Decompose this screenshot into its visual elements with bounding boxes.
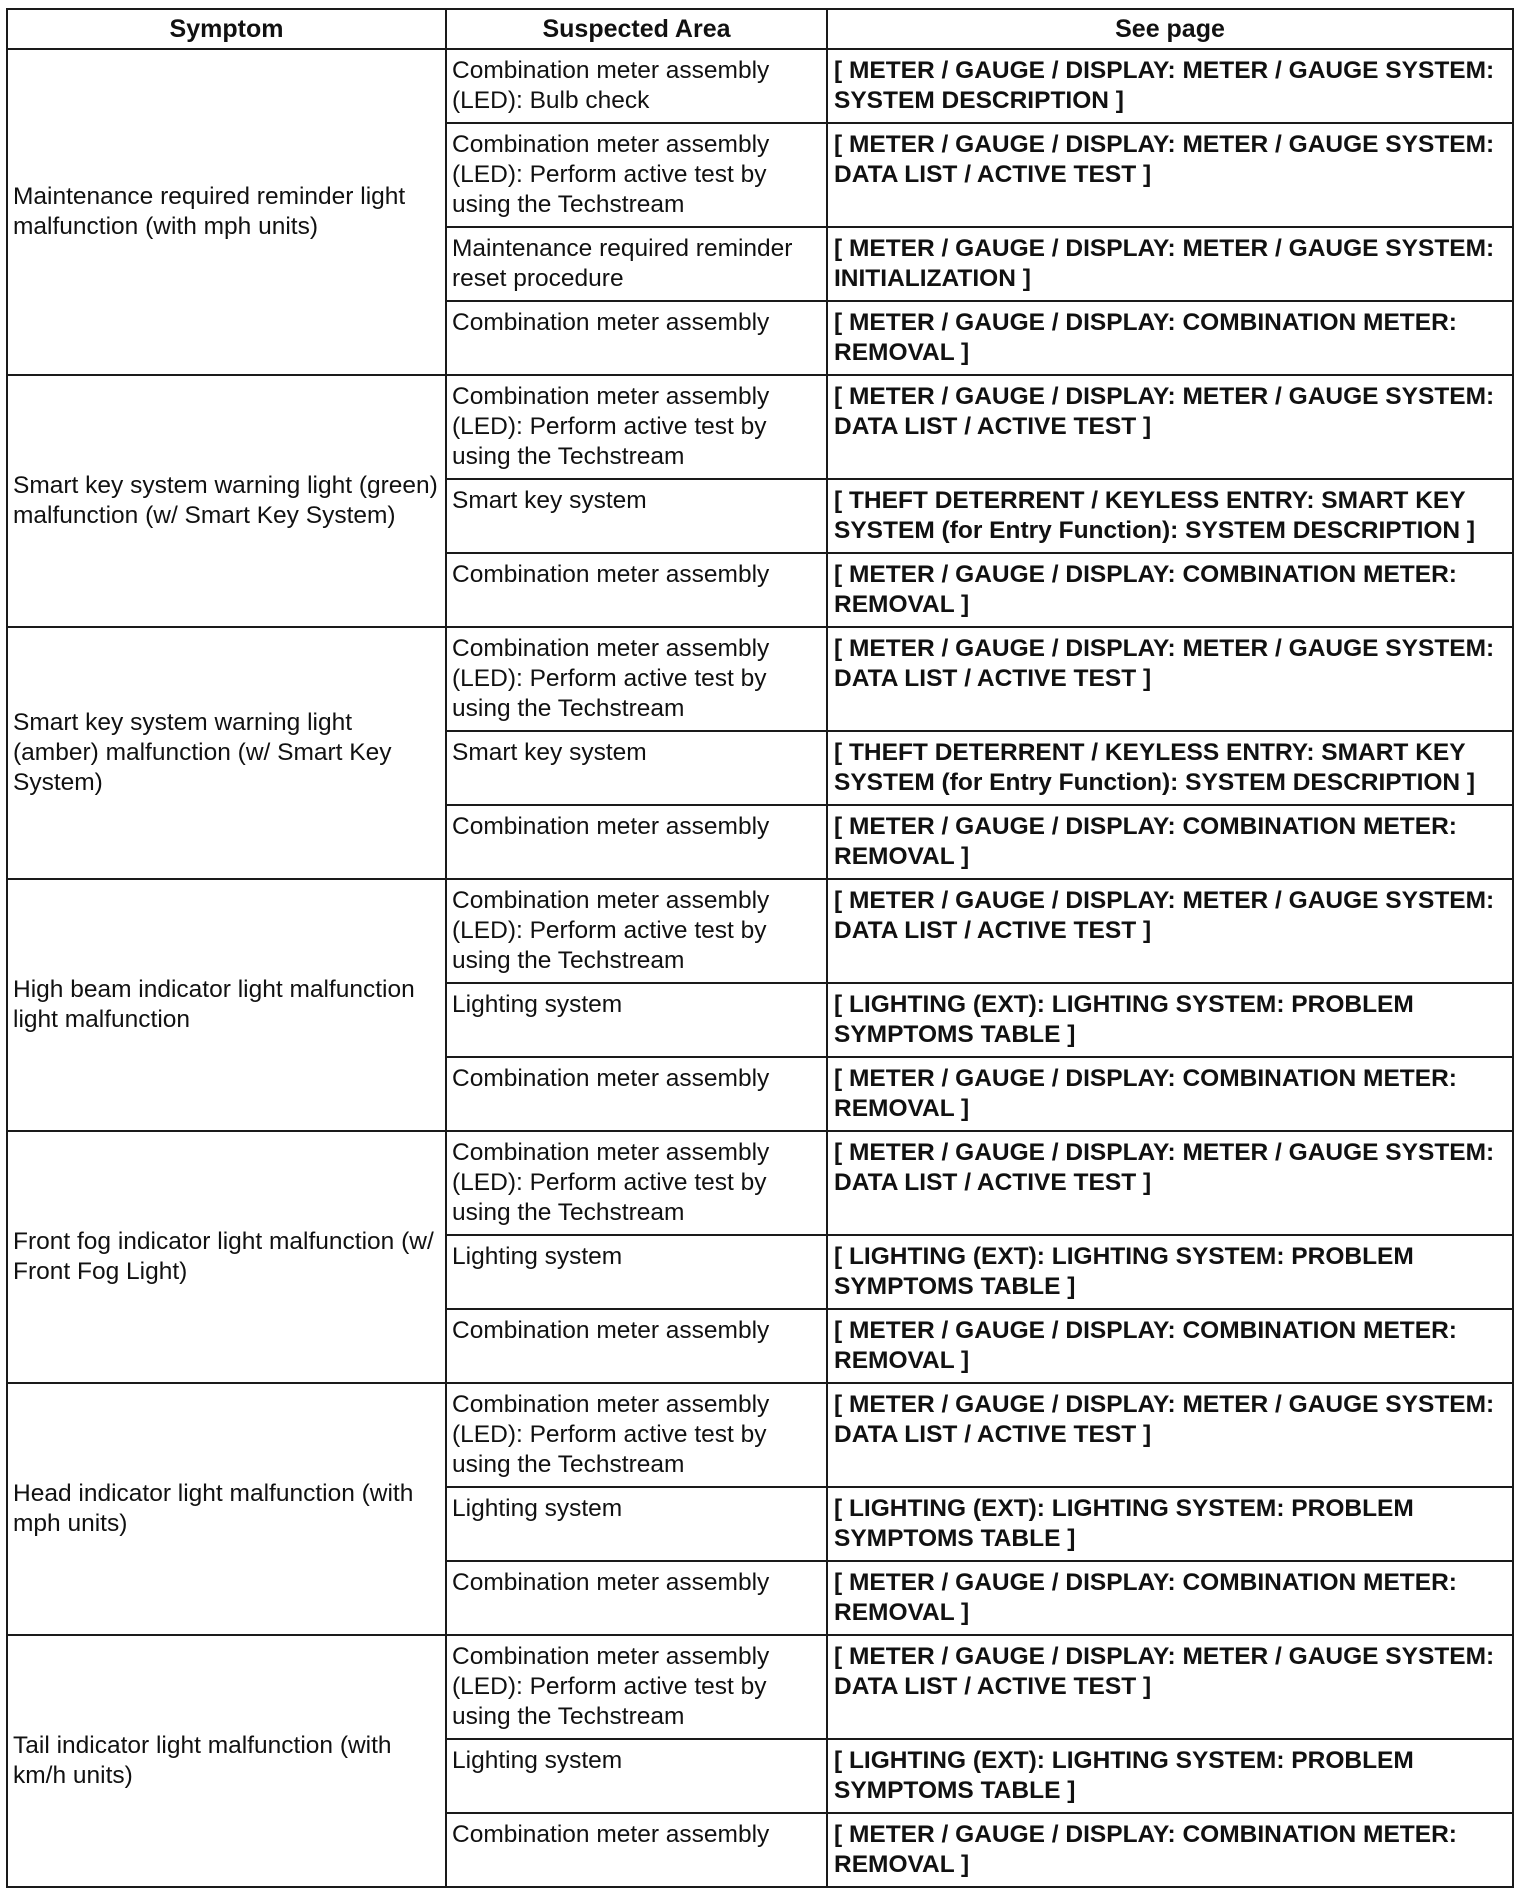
suspected-area-cell: Maintenance required reminder reset procedure [446, 227, 827, 301]
symptom-cell: Head indicator light malfunction (with mph units) [7, 1383, 446, 1635]
see-page-link[interactable]: [ METER / GAUGE / DISPLAY: METER / GAUGE SYSTEM: DATA LIST / ACTIVE TEST ] [827, 1635, 1513, 1739]
table-body [7, 49, 1513, 1887]
symptom-cell: Front fog indicator light malfunction (w/ Front Fog Light) [7, 1131, 446, 1383]
suspected-area-cell: Combination meter assembly (LED): Perform active test by using the Techstream [446, 123, 827, 227]
suspected-area-cell: Combination meter assembly (LED): Perform active test by using the Techstream [446, 879, 827, 983]
see-page-link[interactable]: [ METER / GAUGE / DISPLAY: METER / GAUGE SYSTEM: DATA LIST / ACTIVE TEST ] [827, 375, 1513, 479]
suspected-area-cell: Combination meter assembly [446, 805, 827, 879]
symptom-cell: Tail indicator light malfunction (with km/h units) [7, 1635, 446, 1887]
suspected-area-cell: Lighting system [446, 1487, 827, 1561]
see-page-link[interactable]: [ THEFT DETERRENT / KEYLESS ENTRY: SMART KEY SYSTEM (for Entry Function): SYSTEM DESCRIPTION ] [827, 479, 1513, 553]
table-row [7, 1131, 1513, 1235]
see-page-link[interactable]: [ METER / GAUGE / DISPLAY: METER / GAUGE SYSTEM: INITIALIZATION ] [827, 227, 1513, 301]
table-row [7, 375, 1513, 479]
suspected-area-cell: Lighting system [446, 1739, 827, 1813]
see-page-link[interactable]: [ METER / GAUGE / DISPLAY: METER / GAUGE SYSTEM: DATA LIST / ACTIVE TEST ] [827, 123, 1513, 227]
see-page-link[interactable]: [ LIGHTING (EXT): LIGHTING SYSTEM: PROBLEM SYMPTOMS TABLE ] [827, 1487, 1513, 1561]
suspected-area-cell: Combination meter assembly [446, 1309, 827, 1383]
see-page-link[interactable]: [ METER / GAUGE / DISPLAY: COMBINATION METER: REMOVAL ] [827, 301, 1513, 375]
see-page-link[interactable]: [ LIGHTING (EXT): LIGHTING SYSTEM: PROBLEM SYMPTOMS TABLE ] [827, 1235, 1513, 1309]
table-row [7, 879, 1513, 983]
header-suspected-area: Suspected Area [446, 9, 827, 49]
see-page-link[interactable]: [ METER / GAUGE / DISPLAY: METER / GAUGE SYSTEM: DATA LIST / ACTIVE TEST ] [827, 1131, 1513, 1235]
suspected-area-cell: Combination meter assembly (LED): Bulb check [446, 49, 827, 123]
see-page-link[interactable]: [ METER / GAUGE / DISPLAY: COMBINATION METER: REMOVAL ] [827, 1561, 1513, 1635]
suspected-area-cell: Combination meter assembly [446, 1057, 827, 1131]
suspected-area-cell: Combination meter assembly [446, 1561, 827, 1635]
header-see-page: See page [827, 9, 1513, 49]
symptom-cell: Maintenance required reminder light malfunction (with mph units) [7, 49, 446, 375]
suspected-area-cell: Combination meter assembly (LED): Perform active test by using the Techstream [446, 627, 827, 731]
symptom-cell: High beam indicator light malfunction light malfunction [7, 879, 446, 1131]
suspected-area-cell: Combination meter assembly (LED): Perform active test by using the Techstream [446, 1383, 827, 1487]
see-page-link[interactable]: [ METER / GAUGE / DISPLAY: COMBINATION METER: REMOVAL ] [827, 1057, 1513, 1131]
see-page-link[interactable]: [ METER / GAUGE / DISPLAY: METER / GAUGE SYSTEM: SYSTEM DESCRIPTION ] [827, 49, 1513, 123]
see-page-link[interactable]: [ METER / GAUGE / DISPLAY: METER / GAUGE SYSTEM: DATA LIST / ACTIVE TEST ] [827, 1383, 1513, 1487]
suspected-area-cell: Combination meter assembly [446, 1813, 827, 1887]
table-row [7, 1635, 1513, 1739]
table-row [7, 1383, 1513, 1487]
see-page-link[interactable]: [ METER / GAUGE / DISPLAY: COMBINATION METER: REMOVAL ] [827, 805, 1513, 879]
see-page-link[interactable]: [ METER / GAUGE / DISPLAY: COMBINATION METER: REMOVAL ] [827, 553, 1513, 627]
see-page-link[interactable]: [ METER / GAUGE / DISPLAY: METER / GAUGE SYSTEM: DATA LIST / ACTIVE TEST ] [827, 879, 1513, 983]
suspected-area-cell: Combination meter assembly (LED): Perform active test by using the Techstream [446, 1131, 827, 1235]
suspected-area-cell: Lighting system [446, 1235, 827, 1309]
problem-symptoms-page [6, 8, 1512, 1888]
table-row [7, 627, 1513, 731]
suspected-area-cell: Combination meter assembly [446, 301, 827, 375]
suspected-area-cell: Smart key system [446, 479, 827, 553]
header-symptom: Symptom [7, 9, 446, 49]
see-page-link[interactable]: [ METER / GAUGE / DISPLAY: COMBINATION METER: REMOVAL ] [827, 1813, 1513, 1887]
see-page-link[interactable]: [ LIGHTING (EXT): LIGHTING SYSTEM: PROBLEM SYMPTOMS TABLE ] [827, 1739, 1513, 1813]
suspected-area-cell: Combination meter assembly [446, 553, 827, 627]
problem-symptoms-table [6, 8, 1514, 1888]
suspected-area-cell: Lighting system [446, 983, 827, 1057]
suspected-area-cell: Combination meter assembly (LED): Perform active test by using the Techstream [446, 1635, 827, 1739]
symptom-cell: Smart key system warning light (green) malfunction (w/ Smart Key System) [7, 375, 446, 627]
table-header-row [7, 9, 1513, 49]
see-page-link[interactable]: [ LIGHTING (EXT): LIGHTING SYSTEM: PROBLEM SYMPTOMS TABLE ] [827, 983, 1513, 1057]
suspected-area-cell: Smart key system [446, 731, 827, 805]
see-page-link[interactable]: [ METER / GAUGE / DISPLAY: COMBINATION METER: REMOVAL ] [827, 1309, 1513, 1383]
see-page-link[interactable]: [ THEFT DETERRENT / KEYLESS ENTRY: SMART KEY SYSTEM (for Entry Function): SYSTEM DESCRIPTION ] [827, 731, 1513, 805]
suspected-area-cell: Combination meter assembly (LED): Perform active test by using the Techstream [446, 375, 827, 479]
table-row [7, 49, 1513, 123]
symptom-cell: Smart key system warning light (amber) malfunction (w/ Smart Key System) [7, 627, 446, 879]
see-page-link[interactable]: [ METER / GAUGE / DISPLAY: METER / GAUGE SYSTEM: DATA LIST / ACTIVE TEST ] [827, 627, 1513, 731]
